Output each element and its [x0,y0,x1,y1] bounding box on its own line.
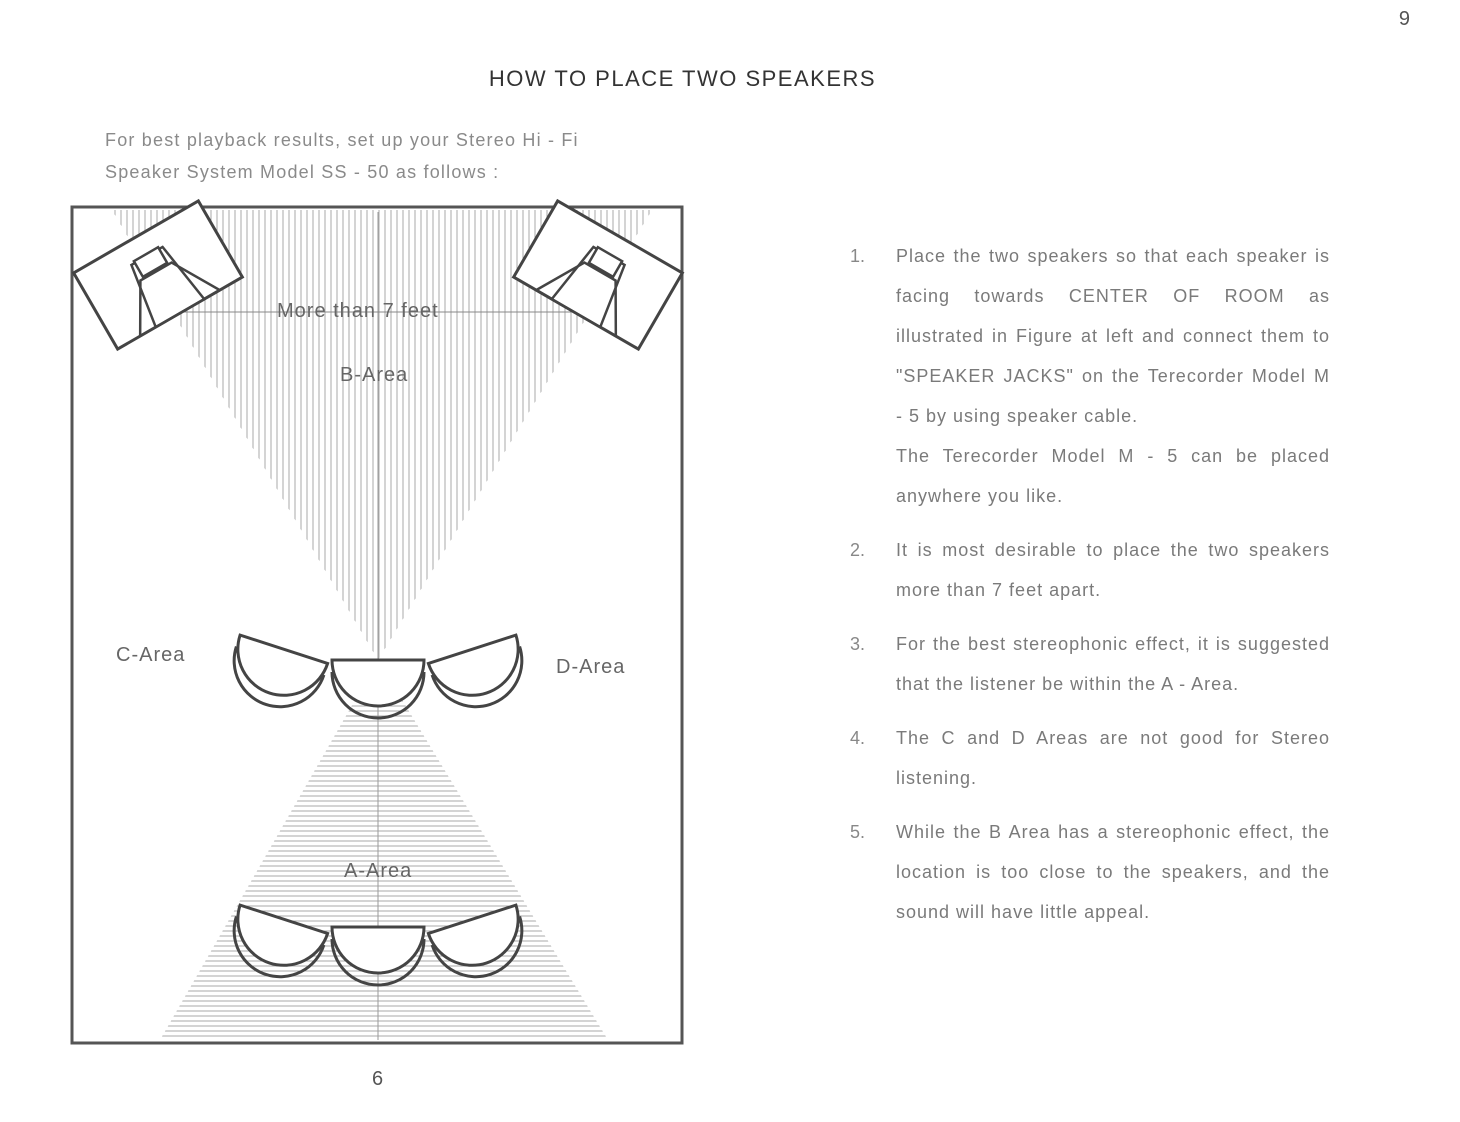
instruction-list [850,236,1330,946]
instruction-item [850,812,1330,932]
instruction-item [850,624,1330,704]
step-number: 3. [850,634,866,654]
step-number: 5. [850,822,866,842]
intro-line: For best playback results, set up your Stereo Hi - Fi [105,130,579,150]
step-text: Place the two speakers so that each speaker is facing towards CENTER OF ROOM as illustrated in Figure at left and connect them to "SPEAKER JACKS" on the Terecorder Model M - 5 by using speaker cable. [896,246,1330,426]
label-d-area: D-Area [556,656,626,678]
step-number: 4. [850,728,866,748]
step-number: 1. [850,246,866,266]
step-text-extra: The Terecorder Model M - 5 can be placed anywhere you like. [896,446,1330,506]
instruction-item [850,718,1330,798]
page-number-top: 9 [1398,8,1410,30]
page-number-bottom: 6 [372,1068,384,1090]
step-number: 2. [850,540,866,560]
page-title: HOW TO PLACE TWO SPEAKERS [488,66,877,91]
step-text: The C and D Areas are not good for Stereo listening. [896,728,1330,788]
label-c-area: C-Area [116,644,186,666]
label-a-area: A-Area [344,860,413,882]
instruction-item [850,530,1330,610]
label-distance: More than 7 feet [277,300,439,322]
chair-icon [428,635,533,719]
step-text: For the best stereophonic effect, it is suggested that the listener be within the A - Area. [896,634,1330,694]
step-text: While the B Area has a stereophonic effect, the location is too close to the speakers, and the sound will have little appeal. [896,822,1330,922]
instruction-item [850,236,1330,516]
step-text: It is most desirable to place the two speakers more than 7 feet apart. [896,540,1330,600]
label-b-area: B-Area [340,364,409,386]
chair-icon [222,635,327,719]
intro-line: Speaker System Model SS - 50 as follows : [105,162,500,182]
